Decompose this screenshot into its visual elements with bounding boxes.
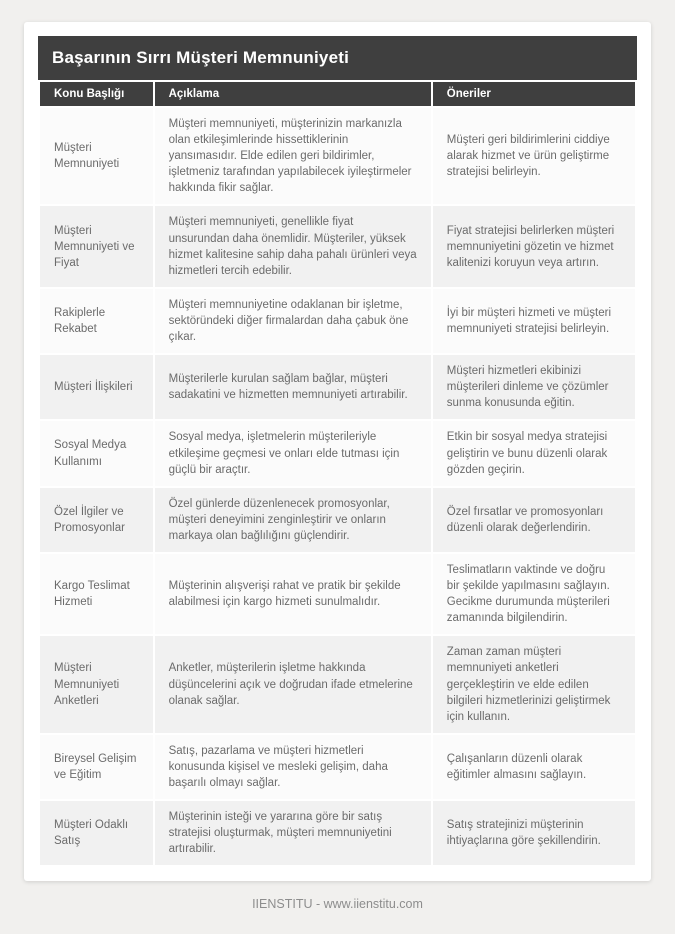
page-title: Başarının Sırrı Müşteri Memnuniyeti	[38, 36, 637, 80]
column-header-topic: Konu Başlığı	[39, 81, 154, 107]
topic-cell: Müşteri Odaklı Satış	[39, 800, 154, 866]
table-header	[39, 81, 636, 107]
column-header-description: Açıklama	[154, 81, 432, 107]
table-row	[39, 354, 636, 420]
topic-cell: Sosyal Medya Kullanımı	[39, 420, 154, 486]
description-cell: Müşterinin isteği ve yararına göre bir satış stratejisi oluşturmak, müşteri memnuniyetini artırabilir.	[154, 800, 432, 866]
table-body	[39, 107, 636, 866]
topic-cell: Müşteri İlişkileri	[39, 354, 154, 420]
table-row	[39, 107, 636, 205]
table-row	[39, 205, 636, 287]
table-row	[39, 487, 636, 553]
suggestion-cell: Fiyat stratejisi belirlerken müşteri memnuniyetini gözetin ve hizmet kalitenizi koruyun veya artırın.	[432, 205, 636, 287]
suggestion-cell: Çalışanların düzenli olarak eğitimler almasını sağlayın.	[432, 734, 636, 800]
table-row	[39, 734, 636, 800]
table-row	[39, 288, 636, 354]
topic-cell: Müşteri Memnuniyeti Anketleri	[39, 635, 154, 733]
page-background	[0, 22, 675, 934]
suggestion-cell: İyi bir müşteri hizmeti ve müşteri memnuniyeti stratejisi belirleyin.	[432, 288, 636, 354]
table-row	[39, 553, 636, 635]
topic-cell: Rakiplerle Rekabet	[39, 288, 154, 354]
footer-credit: IIENSTITU - www.iienstitu.com	[252, 897, 423, 912]
suggestion-cell: Müşteri geri bildirimlerini ciddiye alarak hizmet ve ürün geliştirme stratejisi belirleyin.	[432, 107, 636, 205]
description-cell: Müşterinin alışverişi rahat ve pratik bir şekilde alabilmesi için kargo hizmeti sunulmalıdır.	[154, 553, 432, 635]
suggestion-cell: Satış stratejinizi müşterinin ihtiyaçlarına göre şekillendirin.	[432, 800, 636, 866]
infographic-card	[24, 22, 651, 881]
description-cell: Müşteri memnuniyeti, genellikle fiyat unsurundan daha önemlidir. Müşteriler, yüksek hizmet kalitesine sahip daha pahalı ürünleri veya hizmetleri tercih edebilir.	[154, 205, 432, 287]
table-row	[39, 635, 636, 733]
table-row	[39, 800, 636, 866]
table-row	[39, 420, 636, 486]
topic-cell: Bireysel Gelişim ve Eğitim	[39, 734, 154, 800]
header-row	[39, 81, 636, 107]
topic-cell: Kargo Teslimat Hizmeti	[39, 553, 154, 635]
topic-cell: Müşteri Memnuniyeti ve Fiyat	[39, 205, 154, 287]
suggestion-cell: Müşteri hizmetleri ekibinizi müşterileri dinleme ve çözümler sunma konusunda eğitin.	[432, 354, 636, 420]
topic-cell: Müşteri Memnuniyeti	[39, 107, 154, 205]
column-header-suggestions: Öneriler	[432, 81, 636, 107]
suggestion-cell: Teslimatların vaktinde ve doğru bir şekilde yapılmasını sağlayın. Gecikme durumunda müşterileri zamanında bilgilendirin.	[432, 553, 636, 635]
suggestion-cell: Özel fırsatlar ve promosyonları düzenli olarak değerlendirin.	[432, 487, 636, 553]
topic-cell: Özel İlgiler ve Promosyonlar	[39, 487, 154, 553]
description-cell: Sosyal medya, işletmelerin müşterileriyle etkileşime geçmesi ve onları elde tutması için güçlü bir araçtır.	[154, 420, 432, 486]
description-cell: Müşteri memnuniyeti, müşterinizin markanızla olan etkileşimlerinde hissettiklerinin yansımasıdır. Elde edilen geri bildirimler, işletmeniz tarafından yapılabilecek iyileştirmeler hakkında fikir sağlar.	[154, 107, 432, 205]
description-cell: Özel günlerde düzenlenecek promosyonlar, müşteri deneyimini zenginleştirir ve onların markaya olan bağlılığını güçlendirir.	[154, 487, 432, 553]
description-cell: Satış, pazarlama ve müşteri hizmetleri konusunda kişisel ve mesleki gelişim, daha başarılı olmayı sağlar.	[154, 734, 432, 800]
description-cell: Müşteri memnuniyetine odaklanan bir işletme, sektöründeki diğer firmalardan daha çabuk öne çıkar.	[154, 288, 432, 354]
content-table	[38, 80, 637, 867]
suggestion-cell: Zaman zaman müşteri memnuniyeti anketleri gerçekleştirin ve elde edilen bilgileri hizmetlerinizi geliştirmek için kullanın.	[432, 635, 636, 733]
description-cell: Anketler, müşterilerin işletme hakkında düşüncelerini açık ve doğrudan ifade etmelerine olanak sağlar.	[154, 635, 432, 733]
description-cell: Müşterilerle kurulan sağlam bağlar, müşteri sadakatini ve hizmetten memnuniyeti artırabilir.	[154, 354, 432, 420]
suggestion-cell: Etkin bir sosyal medya stratejisi geliştirin ve bunu düzenli olarak gözden geçirin.	[432, 420, 636, 486]
